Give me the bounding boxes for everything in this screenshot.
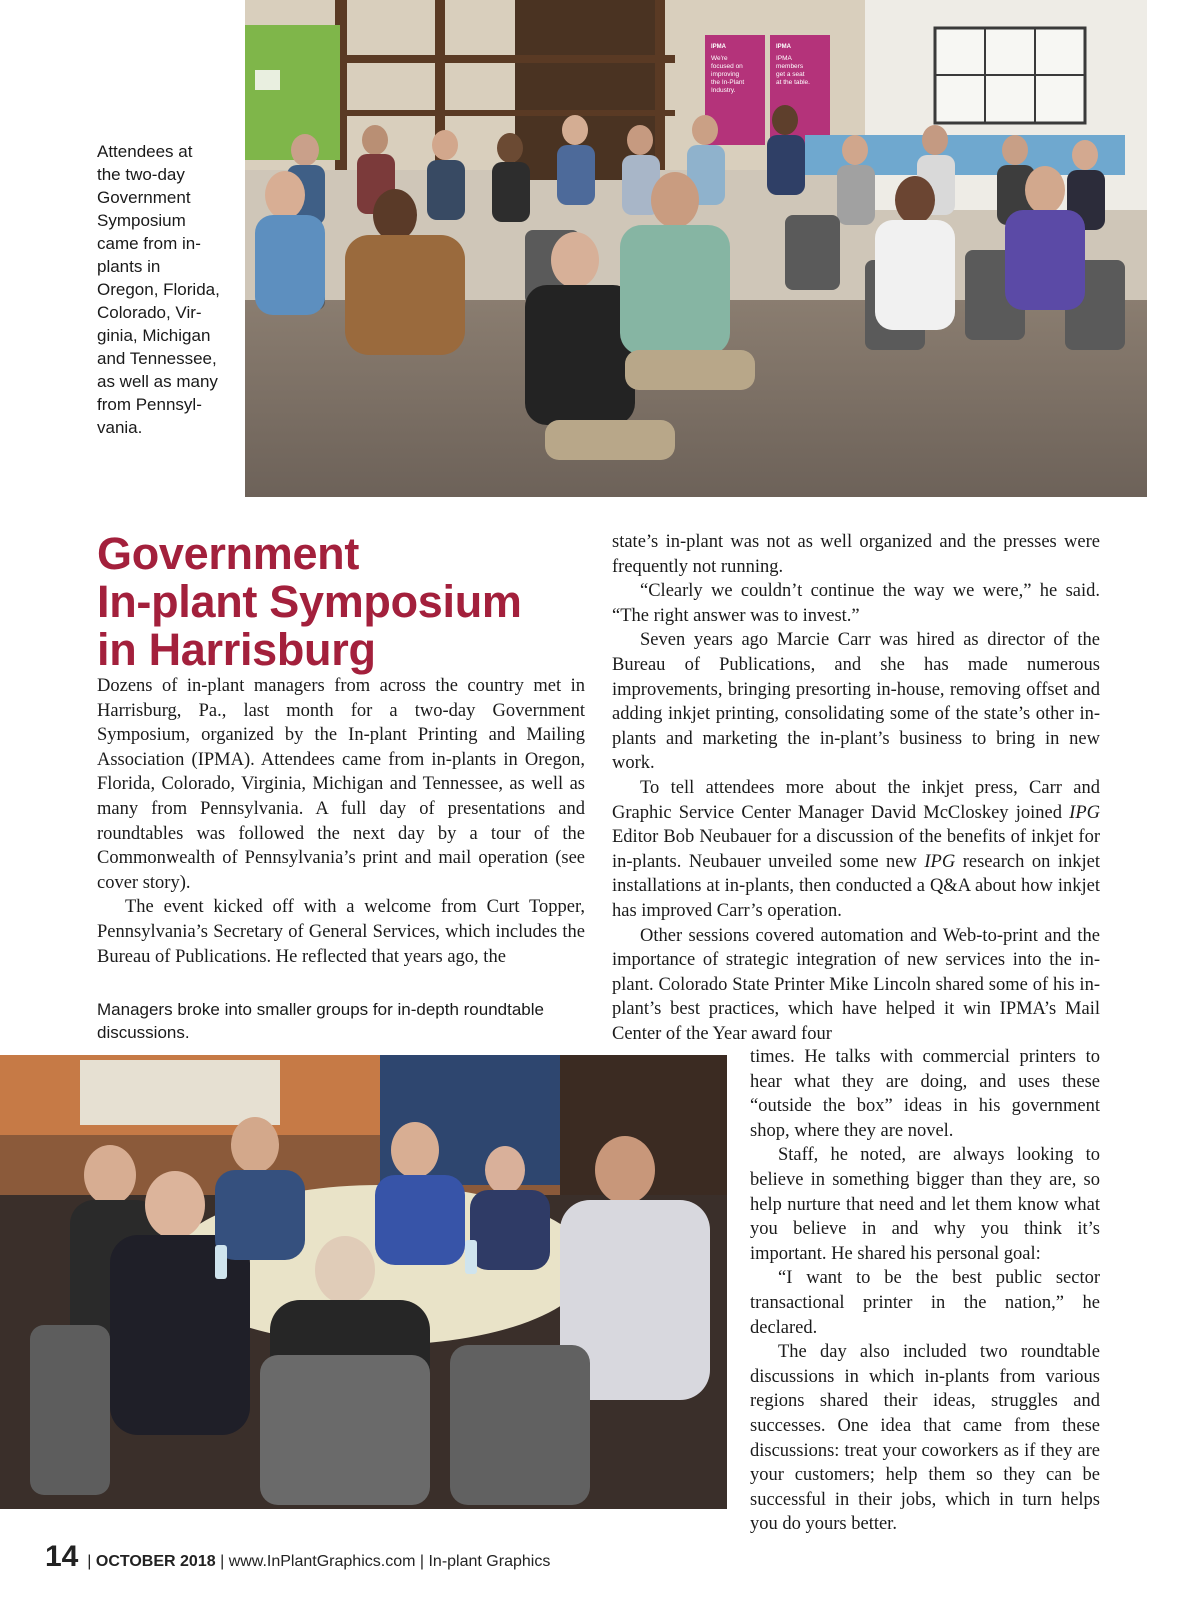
paragraph: Dozens of in-plant managers from across the country met in Harrisburg, Pa., last month for a two-day Government Symposium, organized by the In-plant Printing and Mailing Association (IPMA). Attendees came from in-plants in Oregon, Florida, Colorado, Virginia, Michigan and Tennessee, as well as many from Pennsylvania. A full day of presentations and roundtables was followed the next day by a tour of the Commonwealth of Pennsylvania’s print and mail operation (see cover story). [97, 676, 585, 893]
website-link[interactable]: www.InPlantGraphics.com [228, 1553, 416, 1570]
paragraph: Staff, he noted, are always looking to believe in something bigger than they are, so help nurture that need and let them know what you believe in and why you think it’s important. He shared his personal goal: [750, 1145, 1100, 1264]
paragraph [612, 776, 1100, 924]
banner-brand: IPMA [711, 44, 726, 50]
footer-separator: | [419, 1553, 425, 1570]
bottom-photo-caption: Managers broke into smaller groups for in-depth roundtable discussions. [97, 1000, 544, 1042]
article-headline: Government In-plant Symposium in Harrisburg [97, 528, 522, 675]
text-run: Editor Bob Neubauer for a discussion of the benefits of inkjet for in-plants. Neubauer unveiled some new [612, 827, 1100, 872]
top-photo-caption: Attendees at the two-day Government Symposium came from in- plants in Oregon, Florida, Colorado, Vir- ginia, Michigan and Tennessee, as well as many from Pennsyl- vania. [97, 142, 220, 437]
footer-separator: | [220, 1553, 225, 1570]
publication-name: IPG [1069, 802, 1100, 823]
banner-right-text: IPMA members get a seat at the table. [776, 55, 810, 86]
paragraph: Seven years ago Marcie Carr was hired as director of the Bureau of Publications, and she has made numerous improvements, bringing presorting in-house, removing offset and adding inkjet printing, consolidating some of the state’s other in-plants and marketing the in-plant’s business to bring in new work. [612, 630, 1100, 774]
text-run: research on inkjet installations at in-plants, then conducted a Q&A about how inkjet has improved Carr’s operation. [612, 851, 1100, 921]
issue-date: OCTOBER 2018 [95, 1553, 216, 1570]
publication-name: IPG [924, 851, 956, 872]
text-run: To tell attendees more about the inkjet press, Carr and Graphic Service Center Manager David McCloskey joined [612, 777, 1100, 823]
paragraph: Other sessions covered automation and Web-to-print and the importance of strategic integration of new services into the in-plant. Colorado State Printer Mike Lincoln shared some of his in-plant’s best practices, which have helped it win IPMA’s Mail Center of the Year award four [612, 925, 1100, 1044]
article-column-3 [750, 1045, 1100, 1537]
roundtable-discussion-photo [0, 1055, 727, 1509]
page-footer [45, 1540, 745, 1574]
paragraph: The event kicked off with a welcome from Curt Topper, Pennsylvania’s Secretary of General Services, which includes the Bureau of Publications. He reflected that years ago, the [97, 897, 585, 967]
paragraph: times. He talks with commercial printers to hear what they are doing, and uses these “outside the box” ideas in his government shop, where they are novel. [750, 1047, 1100, 1141]
paragraph: The day also included two roundtable discussions in which in-plants from various regions shared their ideas, struggles and successes. One idea that came from these discussions: treat your coworkers as if they are your customers; help them so they can be successful in their jobs, which in turn helps you do yours better. [750, 1342, 1100, 1535]
article-column-1 [97, 674, 585, 969]
paragraph: “Clearly we couldn’t continue the way we were,” he said. “The right answer was to invest.” [612, 581, 1100, 626]
paragraph: “I want to be the best public sector transactional printer in the nation,” he declared. [750, 1268, 1100, 1338]
symposium-audience-photo [245, 0, 1147, 497]
footer-separator: | [87, 1553, 92, 1570]
banner-left-text: We're focused on improving the In-Plant Industry. [711, 55, 745, 94]
article-column-2 [612, 530, 1100, 1046]
paragraph: state’s in-plant was not as well organized and the presses were frequently not running. [612, 532, 1100, 577]
publication-name: In-plant Graphics [428, 1553, 551, 1570]
banner-brand: IPMA [776, 44, 791, 50]
page-number: 14 [45, 1540, 79, 1573]
